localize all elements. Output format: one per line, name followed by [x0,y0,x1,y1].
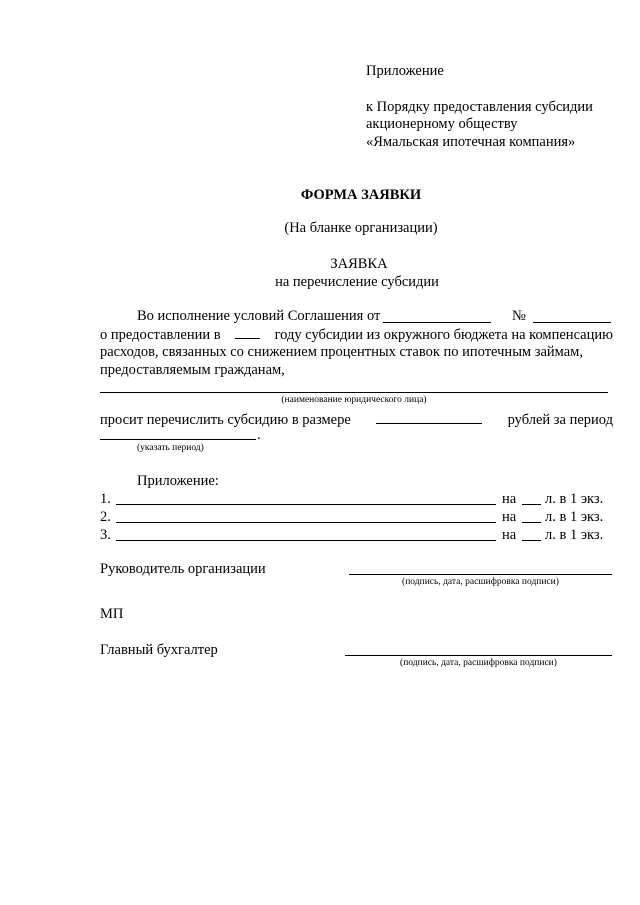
appendix-ref-line-3: «Ямальская ипотечная компания» [366,134,576,150]
request-part-1: просит перечислить субсидию в размере [100,412,351,428]
accountant-signature-blank [345,655,612,656]
request-amount-line [100,410,613,429]
attachment-2-pages-blank [522,522,541,523]
attachment-number: 2. [100,509,111,525]
agreement-number-blank [533,322,611,323]
body-line-2-part-1: о предоставлении в [100,327,221,343]
request-title: ЗАЯВКА [330,256,388,272]
year-blank [235,325,260,339]
amount-blank [376,410,482,424]
stamp-label: МП [100,606,124,622]
appendix-label: Приложение [366,63,444,79]
attachment-number: 1. [100,491,111,507]
attachment-suffix: л. в 1 экз. [545,527,604,543]
appendix-ref-line-2: акционерному обществу [366,116,518,132]
attachment-1-blank [116,504,496,505]
agreement-date-blank [383,322,491,323]
accountant-label: Главный бухгалтер [100,642,218,658]
attachment-2-blank [116,522,496,523]
body-line-3: расходов, связанных со снижением процентных ставок по ипотечным займам, [100,344,583,360]
request-part-2: рублей за период [507,412,613,428]
legal-entity-blank [100,392,608,393]
body-line-4: предоставляемым гражданам, [100,362,285,378]
attachment-1-pages-blank [522,504,541,505]
accountant-caption: (подпись, дата, расшифровка подписи) [400,658,557,668]
agreement-line-prefix: Во исполнение условий Соглашения от [137,308,381,324]
attachment-suffix: л. в 1 экз. [545,509,604,525]
appendix-ref-line-1: к Порядку предоставления субсидии [366,99,593,115]
legal-entity-caption: (наименование юридического лица) [281,395,427,405]
number-sign: № [512,308,526,324]
period-caption: (указать период) [137,443,204,453]
letterhead-note: (На бланке организации) [284,220,438,236]
form-title: ФОРМА ЗАЯВКИ [300,187,422,203]
period-blank [100,439,256,440]
director-signature-blank [349,574,612,575]
request-subtitle: на перечисление субсидии [275,274,439,290]
director-caption: (подпись, дата, расшифровка подписи) [402,577,559,587]
attachment-number: 3. [100,527,111,543]
attachment-3-blank [116,540,496,541]
period-end: . [257,427,261,443]
attachments-label: Приложение: [137,473,219,489]
body-line-2-part-2: году субсидии из окружного бюджета на компенсацию [274,327,613,343]
attachment-suffix: л. в 1 экз. [545,491,604,507]
body-line-2 [100,325,613,344]
attachment-3-pages-blank [522,540,541,541]
attachment-on: на [502,509,517,525]
attachment-on: на [502,527,517,543]
director-label: Руководитель организации [100,561,266,577]
attachment-on: на [502,491,517,507]
